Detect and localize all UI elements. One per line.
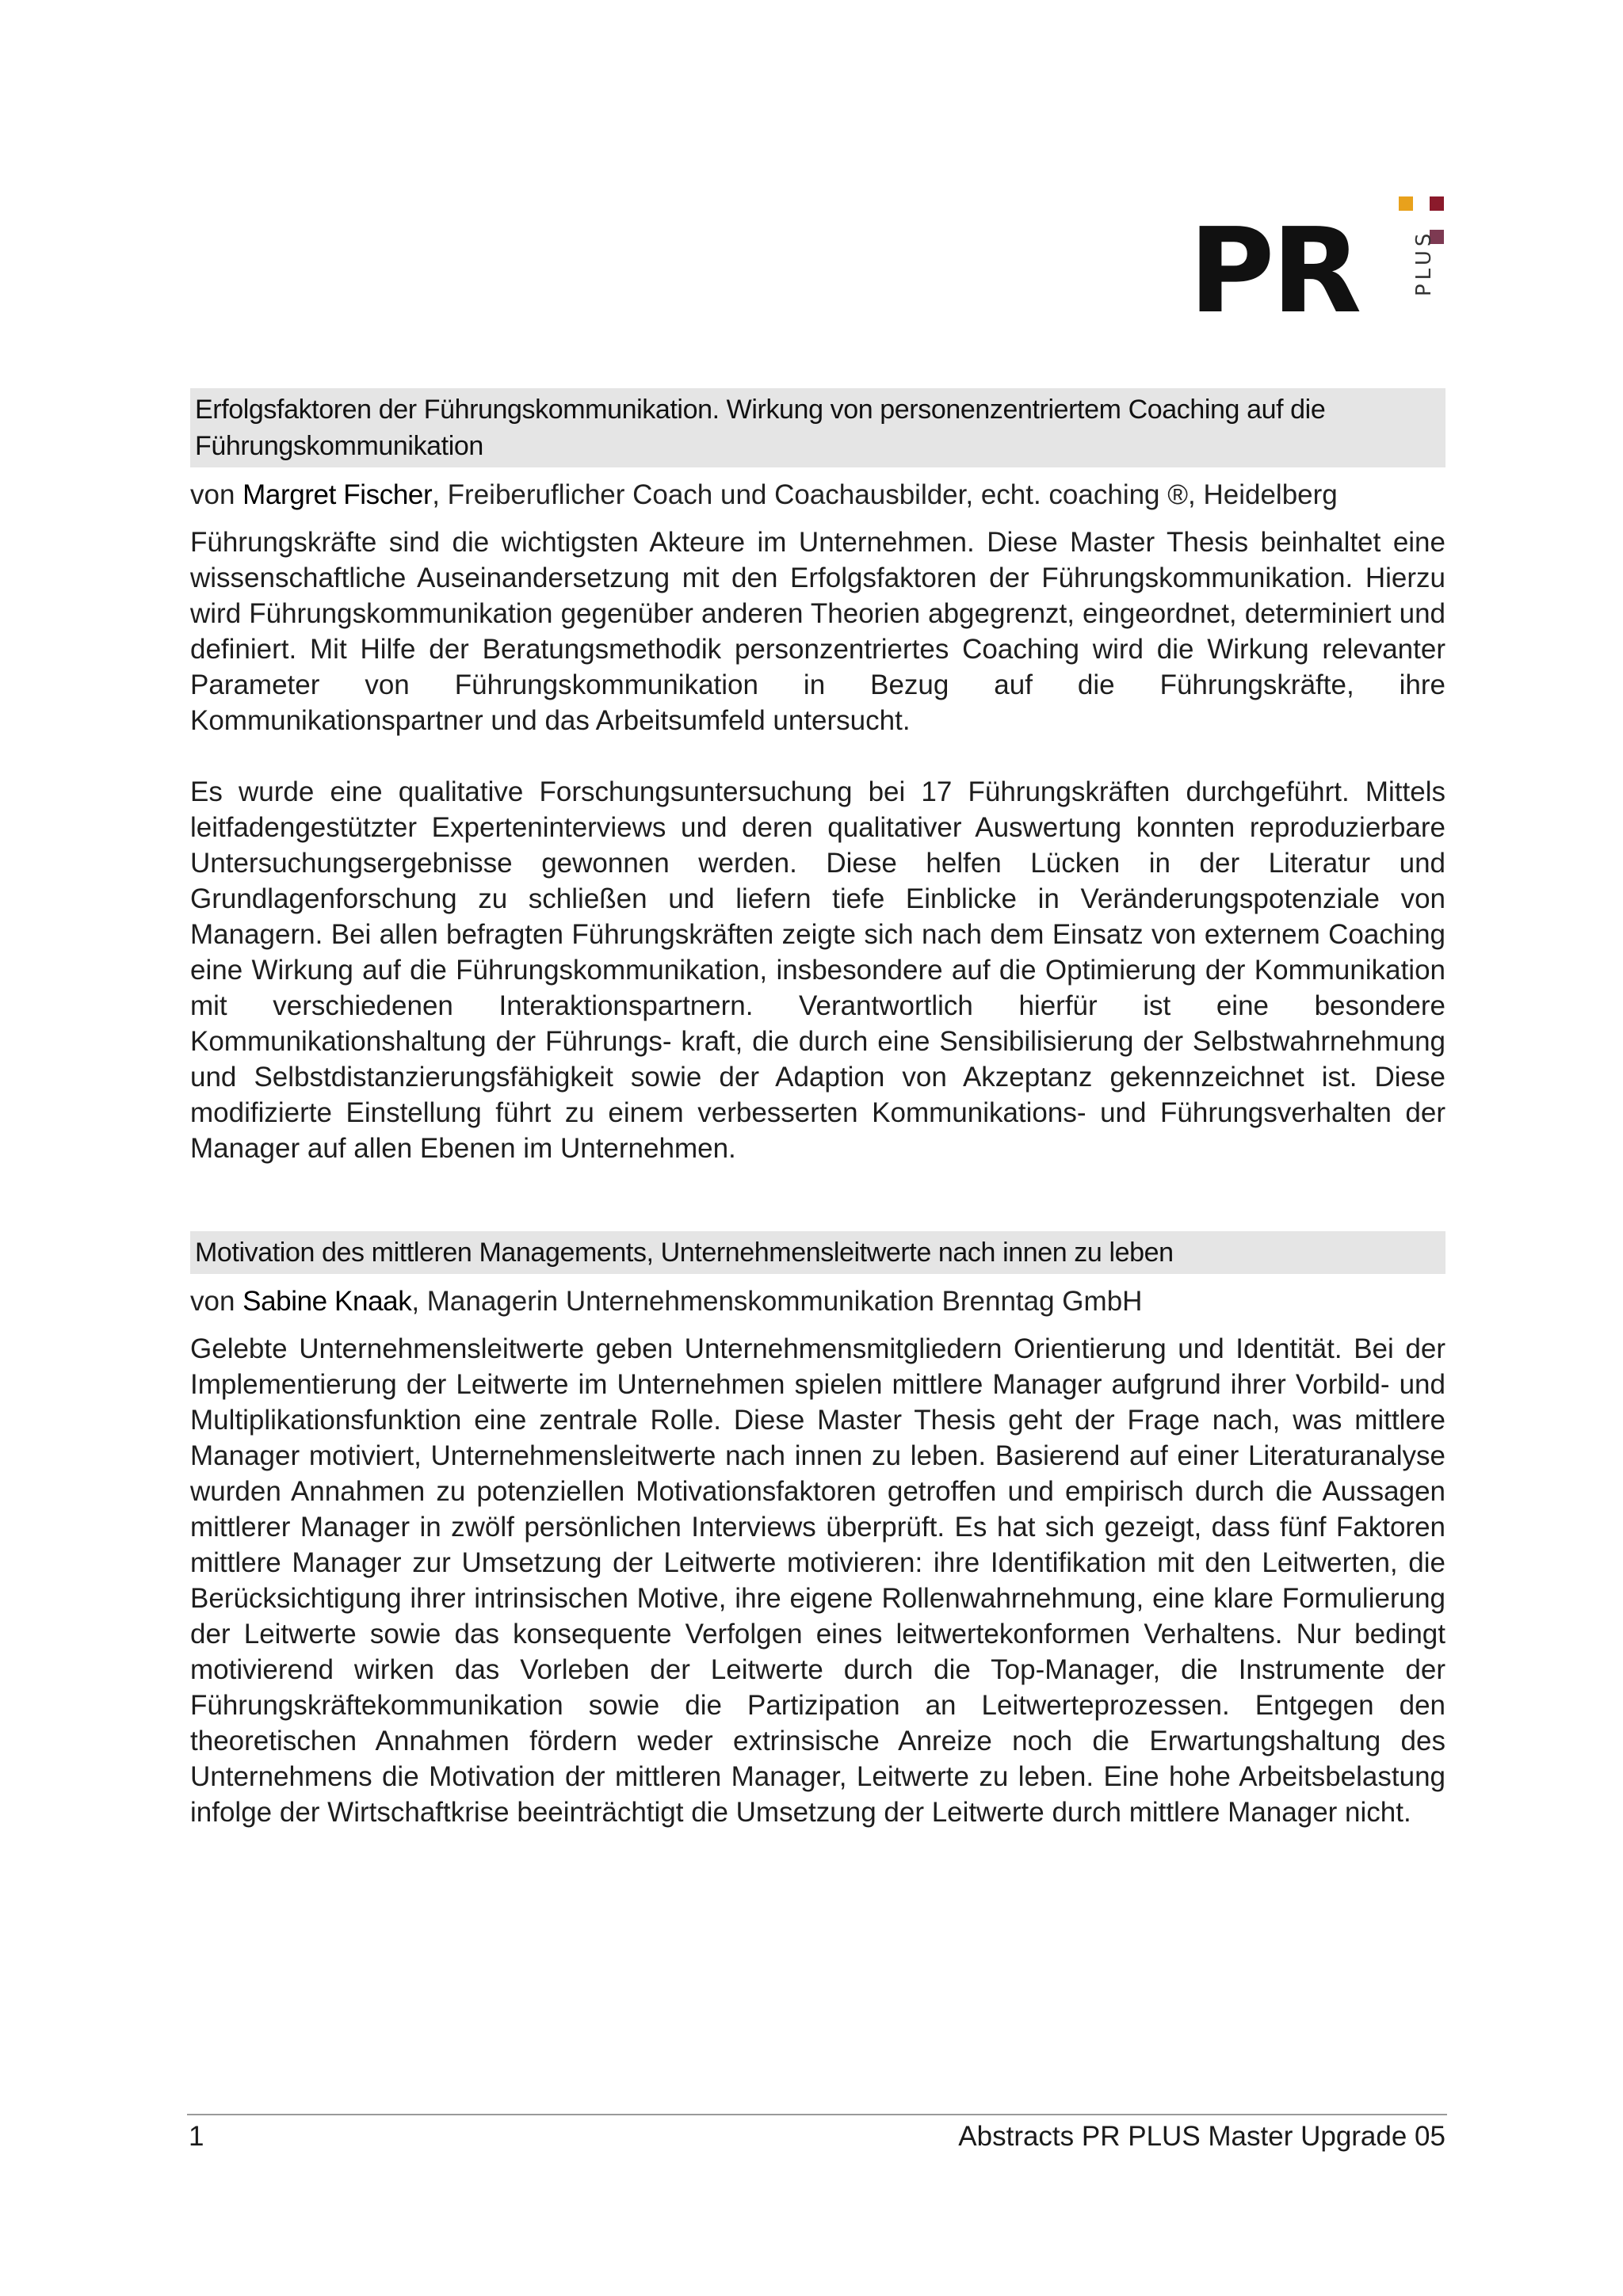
logo-plus-text: PLUS xyxy=(1412,229,1436,296)
abstract-paragraph: Führungskräfte sind die wichtigsten Akteure im Unternehmen. Diese Master Thesis beinhaltet eine wissenschaftliche Auseinandersetzung mit den Erfolgsfaktoren der Führungskommunikation. Hierzu wird Führungskommunikation gegenüber anderen Theorien abgegrenzt, eingeordnet, determiniert und definiert. Mit Hilfe der Beratungsmethodik personzentriertes Coaching wird die Wirkung relevanter Parameter von Führungskommunikation in Bezug auf die Führungskräfte, ihre Kommunikationspartner und das Arbeitsumfeld untersucht. xyxy=(190,527,1445,736)
author-affiliation: , Managerin Unternehmenskommunikation Brenntag GmbH xyxy=(411,1286,1143,1317)
abstract-paragraph: Gelebte Unternehmensleitwerte geben Unternehmensmitgliedern Orientierung und Identität. Bei der Implementierung der Leitwerte im Unternehmen spielen mittlere Manager aufgrund ihrer Vorbild- und Multiplikationsfunktion eine zentrale Rolle. Diese Master Thesis geht der Frage nach, was mittlere Manager motiviert, Unternehmensleitwerte nach innen zu leben. Basierend auf einer Literaturanalyse wurden Annahmen zu potenziellen Motivationsfaktoren getroffen und empirisch durch die Aussagen mittlerer Manager in zwölf persönlichen Interviews überprüft. Es hat sich gezeigt, dass fünf Faktoren mittlere Manager zur Umsetzung der Leitwerte motivieren: ihre Identifikation mit den Leitwerten, die Berücksichtigung ihrer intrinsischen Motive, ihre eigene Rollenwahrnehmung, eine klare Formulierung der Leitwerte sowie das konsequente Verfolgen eines leitwertekonformen Verhaltens. Nur bedingt motivierend wirken das Vorleben der Leitwerte durch die Top-Manager, die Instrumente der Führungskräftekommunikation sowie die Partizipation an Leitwerteprozessen. Entgegen den theoretischen Annahmen fördern weder extrinsische Anreize noch die Erwartungshaltung des Unternehmens die Motivation der mittleren Manager, Leitwerte zu leben. Eine hohe Arbeitsbelastung infolge der Wirtschaftkrise beeinträchtigt die Umsetzung der Leitwerte durch mittlere Manager nicht. xyxy=(190,1333,1445,1828)
footer-rule xyxy=(187,2114,1447,2115)
article-1 xyxy=(190,388,1445,1166)
article-title: Motivation des mittleren Managements, Unternehmensleitwerte nach innen zu leben xyxy=(190,1231,1445,1274)
author-prefix: von xyxy=(190,479,243,510)
pr-plus-logo xyxy=(1189,190,1458,339)
article-2 xyxy=(190,1231,1445,1830)
author-name: Sabine Knaak xyxy=(242,1286,412,1317)
logo-square-orange-icon xyxy=(1399,196,1413,211)
page-number: 1 xyxy=(189,2121,204,2152)
logo-letters: PR xyxy=(1189,203,1359,339)
abstract-paragraph: Es wurde eine qualitative Forschungsuntersuchung bei 17 Führungskräften durchgeführt. Mittels leitfadengestützter Experteninterviews und deren qualitativer Auswertung konnten reproduzierbare Untersuchungsergebnisse gewonnen werden. Diese helfen Lücken in der Literatur und Grundlagenforschung zu schließen und liefern tiefe Einblicke in Veränderungspotenziale von Managern. Bei allen befragten Führungskräften zeigte sich nach dem Einsatz von externem Coaching eine Wirkung auf die Führungskommunikation, insbesondere auf die Optimierung der Kommunikation mit verschiedenen Interaktionspartnern. Verantwortlich hierfür ist eine besondere Kommunikationshaltung der Führungs- kraft, die durch eine Sensibilisierung der Selbstwahrnehmung und Selbstdistanzierungsfähigkeit sowie der Adaption von Akzeptanz gekennzeichnet ist. Diese modifizierte Einstellung führt zu einem verbesserten Kommunikations- und Führungsverhalten der Manager auf allen Ebenen im Unternehmen. xyxy=(190,776,1445,1164)
author-line xyxy=(190,477,1445,513)
article-title: Erfolgsfaktoren der Führungskommunikation. Wirkung von personenzentriertem Coaching auf die Führungskommunikation xyxy=(190,388,1445,467)
footer-title: Abstracts PR PLUS Master Upgrade 05 xyxy=(958,2121,1445,2152)
author-name: Margret Fischer xyxy=(242,479,433,510)
author-line xyxy=(190,1283,1445,1320)
logo-square-red-icon xyxy=(1430,196,1444,211)
author-affiliation: , Freiberuflicher Coach und Coachausbilder, echt. coaching ®, Heidelberg xyxy=(432,479,1338,510)
author-prefix: von xyxy=(190,1286,243,1317)
